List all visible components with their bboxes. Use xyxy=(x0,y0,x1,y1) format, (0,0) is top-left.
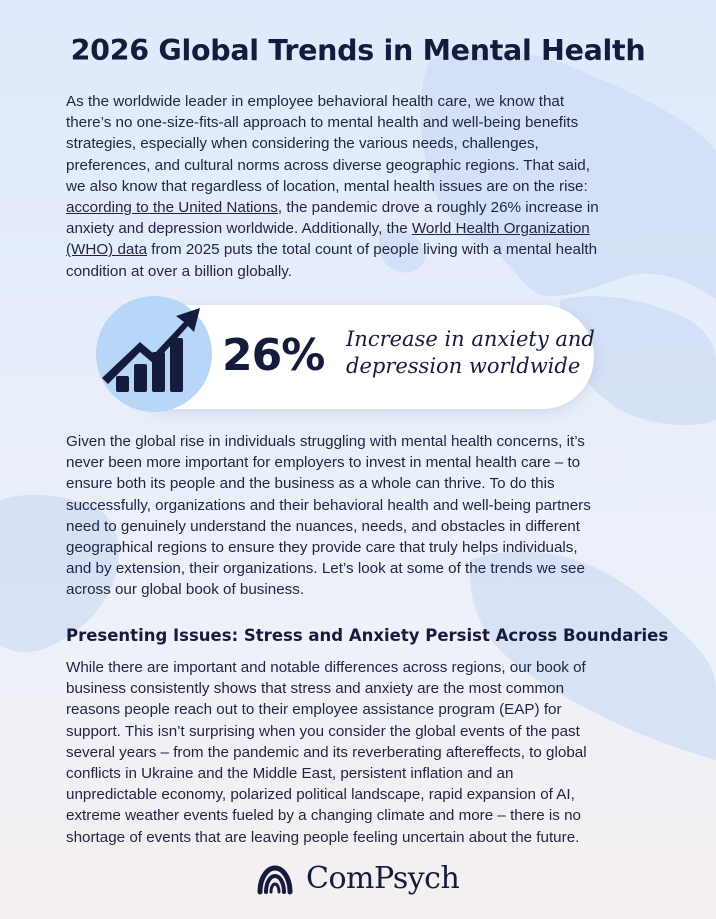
section-paragraph xyxy=(66,657,656,848)
intro-line: we also know that regardless of location, mental health issues are on the rise: xyxy=(66,177,588,195)
intro-line xyxy=(66,218,656,239)
stat-caption-line: Increase in anxiety and xyxy=(346,327,595,351)
section-heading: Presenting Issues: Stress and Anxiety Persist Across Boundaries xyxy=(66,626,669,645)
intro-text: anxiety and depression worldwide. Additionally, the xyxy=(66,220,412,238)
section-line: support. This isn’t surprising when you consider the global events of the past xyxy=(66,722,580,740)
intro-line: there’s no one-size-fits-all approach to mental health and well-being benefits xyxy=(66,114,579,132)
body-paragraph xyxy=(66,431,656,601)
stat-caption xyxy=(346,326,595,380)
body-line: never been more important for employers to invest in mental health care – to xyxy=(66,454,581,472)
intro-line xyxy=(66,239,656,260)
body-line: need to genuinely understand the nuances, needs, and obstacles in different xyxy=(66,517,580,535)
intro-text: , the pandemic drove a roughly 26% increase in xyxy=(277,199,599,217)
body-line: ensure both its people and the business as a whole can thrive. To do this xyxy=(66,475,555,493)
intro-paragraph xyxy=(66,91,656,282)
intro-line: condition at over a billion globally. xyxy=(66,262,292,280)
intro-line: As the worldwide leader in employee behavioral health care, we know that xyxy=(66,93,565,110)
page-title: 2026 Global Trends in Mental Health xyxy=(70,34,646,67)
body-line: geographical regions to ensure they provide care that truly helps individuals, xyxy=(66,539,578,557)
body-line: Given the global rise in individuals struggling with mental health concerns, it’s xyxy=(66,433,585,450)
intro-line: strategies, especially when considering the various needs, challenges, xyxy=(66,135,539,153)
who-data-link-continued[interactable]: (WHO) data xyxy=(66,241,148,259)
section-line: several years – from the pandemic and its reverberating aftereffects, to global xyxy=(66,743,587,761)
stat-value: 26% xyxy=(222,330,325,381)
section-line: business consistently shows that stress and anxiety are the most common xyxy=(66,680,565,698)
section-line: conflicts in Ukraine and the Middle East, persistent inflation and an xyxy=(66,765,514,783)
section-line: shortage of events that are leaving people feeling uncertain about the future. xyxy=(66,828,580,846)
section-line: extreme weather events fueled by a changing climate and more – there is no xyxy=(66,807,581,825)
section-line: While there are important and notable differences across regions, our book of xyxy=(66,659,586,676)
united-nations-link[interactable]: according to the United Nations xyxy=(66,199,278,217)
intro-text: from 2025 puts the total count of people living with a mental health xyxy=(147,241,598,259)
brand-wordmark: ComPsych xyxy=(306,861,460,896)
section-line: unpredictable economy, polarized political landscape, rapid expansion of AI, xyxy=(66,786,575,804)
body-line: successfully, organizations and their behavioral health and well-being partners xyxy=(66,496,591,514)
rising-bar-chart-icon xyxy=(96,296,212,412)
section-line: reasons people reach out to their employee assistance program (EAP) for xyxy=(66,701,562,719)
body-line: and by extension, their organizations. Let’s look at some of the trends we see xyxy=(66,560,585,578)
compsych-logo-icon xyxy=(257,864,293,896)
intro-line xyxy=(66,197,656,218)
intro-line: preferences, and cultural norms across diverse geographic regions. That said, xyxy=(66,156,590,174)
who-data-link[interactable]: World Health Organization xyxy=(411,220,590,238)
body-line: across our global book of business. xyxy=(66,581,305,599)
stat-caption-line: depression worldwide xyxy=(346,354,581,378)
